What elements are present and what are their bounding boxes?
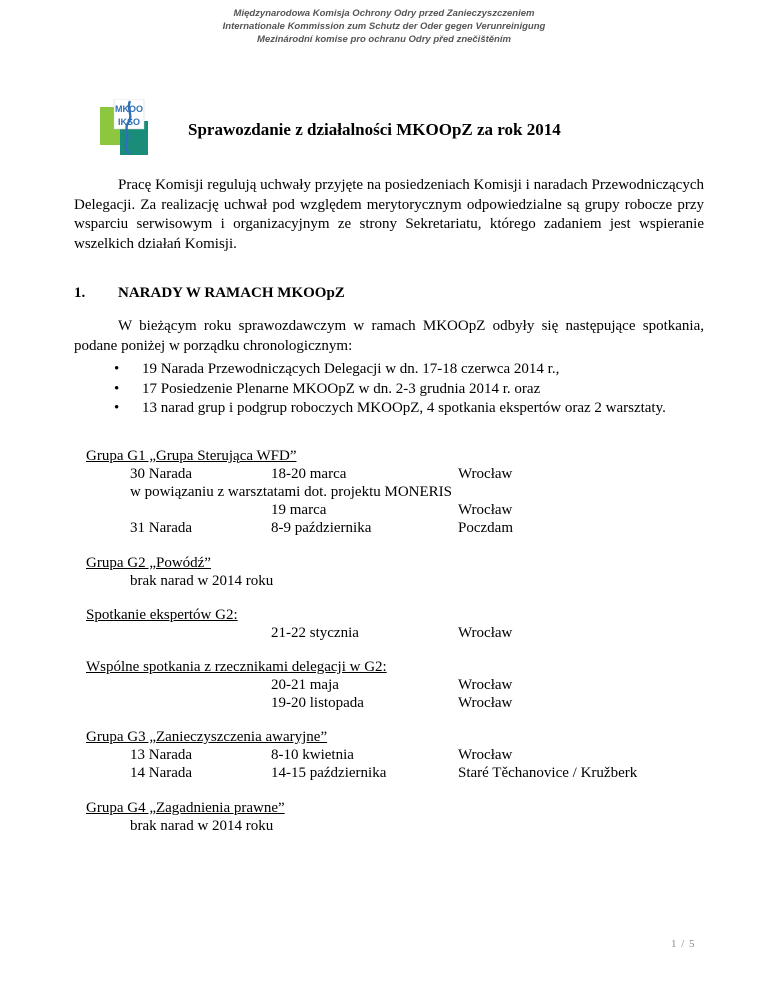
report-title: Sprawozdanie z działalności MKOOpZ za rok 2014 [188, 120, 561, 139]
experts-place: Wrocław [458, 625, 513, 641]
list-item: • 13 narad grup i podgrup roboczych MKOOpZ, 4 spotkania ekspertów oraz 2 warsztaty. [74, 399, 666, 419]
g3-row2-place: Staré Těchanovice / Kružberk [458, 765, 638, 781]
header-line-pl: Międzynarodowa Komisja Ochrony Odry przed Zanieczyszczeniem [233, 8, 535, 19]
meetings-list [74, 360, 666, 419]
joint-row2-place: Wrocław [458, 695, 513, 711]
g1-row3-place: Poczdam [458, 520, 513, 536]
g1-note: w powiązaniu z warsztatami dot. projektu MONERIS [130, 484, 453, 500]
section-heading [74, 285, 345, 302]
header-line-de: Internationale Kommission zum Schutz der Oder gegen Verunreinigung [222, 21, 546, 32]
joint-row2-date: 19-20 listopada [271, 695, 364, 711]
g3-row1-date: 8-10 kwietnia [271, 747, 354, 763]
logo-text-top: MKOO [115, 104, 143, 114]
section-number: 1. [74, 285, 86, 301]
page-number: 1 / 5 [671, 938, 696, 950]
g1-row2-date: 19 marca [271, 502, 327, 518]
g2-note: brak narad w 2014 roku [130, 573, 274, 589]
g1-row1-date: 18-20 marca [271, 466, 347, 482]
joint-row1-place: Wrocław [458, 677, 513, 693]
g3-row2-date: 14-15 października [271, 765, 387, 781]
g1-row2-place: Wrocław [458, 502, 513, 518]
section-intro-paragraph: W bieżącym roku sprawozdawczym w ramach MKOOpZ odbyły się następujące spotkania, podane poniżej w porządku chronologicznym: [74, 318, 704, 354]
list-item: • 17 Posiedzenie Plenarne MKOOpZ w dn. 2-3 grudnia 2014 r. oraz [74, 380, 666, 400]
g4-heading: Grupa G4 „Zagadnienia prawne” [86, 800, 285, 816]
g1-row3-name: 31 Narada [130, 520, 193, 536]
g3-heading: Grupa G3 „Zanieczyszczenia awaryjne” [86, 729, 328, 745]
joint-heading: Wspólne spotkania z rzecznikami delegacji w G2: [86, 659, 387, 675]
experts-date: 21-22 stycznia [271, 625, 359, 641]
joint-row1-date: 20-21 maja [271, 677, 339, 693]
g3-row1-place: Wrocław [458, 747, 513, 763]
header-line-cz: Mezinárodní komise pro ochranu Odry před znečištěním [257, 34, 511, 45]
mkoo-logo [100, 99, 158, 155]
experts-heading: Spotkanie ekspertów G2: [86, 607, 238, 623]
g2-heading: Grupa G2 „Powódź” [86, 555, 211, 571]
list-item: • 19 Narada Przewodniczących Delegacji w dn. 17-18 czerwca 2014 r., [74, 360, 666, 380]
section-title: NARADY W RAMACH MKOOpZ [118, 285, 345, 301]
g3-row1-name: 13 Narada [130, 747, 193, 763]
g3-row2-name: 14 Narada [130, 765, 193, 781]
g1-heading: Grupa G1 „Grupa Sterująca WFD” [86, 448, 297, 464]
g1-row3-date: 8-9 października [271, 520, 372, 536]
g4-note: brak narad w 2014 roku [130, 818, 274, 834]
logo-text-bottom: IKSO [117, 117, 141, 127]
intro-paragraph: Pracę Komisji regulują uchwały przyjęte na posiedzeniach Komisji i naradach Przewodniczących Delegacji. Za realizację uchwał pod względem merytorycznym odpowiedzialne są grupy robocze przy wsparciu serwisowym i organizacyjnym ze strony Sekretariatu, którego zadaniem jest wspieranie wszelkich działań Komisji. [74, 177, 704, 252]
g1-row1-name: 30 Narada [130, 466, 193, 482]
g1-row1-place: Wrocław [458, 466, 513, 482]
